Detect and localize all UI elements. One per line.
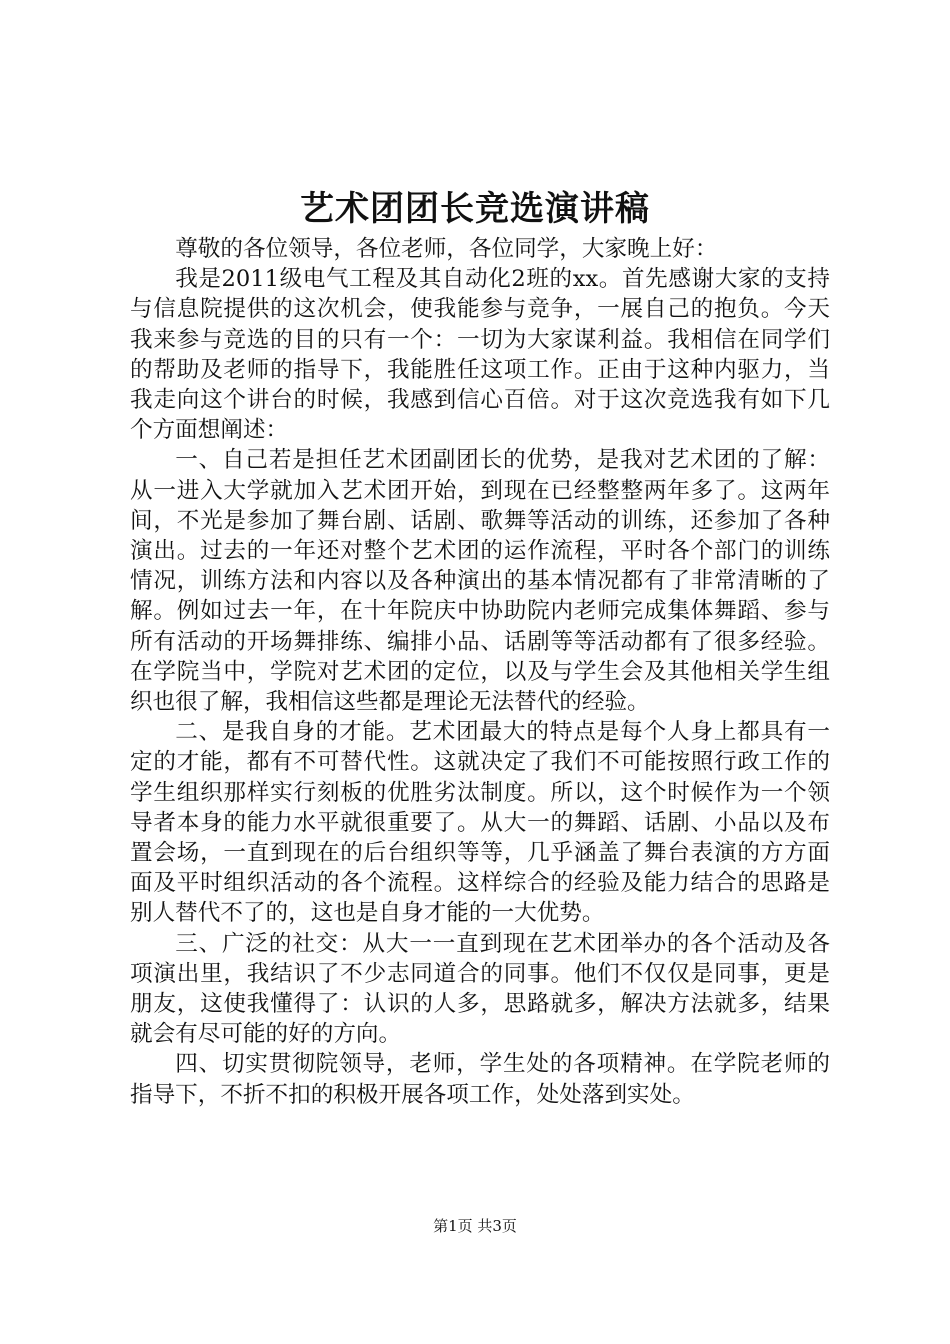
paragraph-point-two: 二、是我自身的才能。艺术团最大的特点是每个人身上都具有一定的才能，都有不可替代性。这就决定了我们不可能按照行政工作的学生组织那样实行刻板的优胜劣汰制度。所以，这个时候作为一个领导者本身的能力水平就很重要了。从大一的舞蹈、话剧、小品以及布置会场，一直到现在的后台组织等等，几乎涵盖了舞台表演的方方面面及平时组织活动的各个流程。这样综合的经验及能力结合的思路是别人替代不了的，这也是自身才能的一大优势。	[130, 719, 830, 927]
paragraph-introduction: 我是2011级电气工程及其自动化2班的xx。首先感谢大家的支持与信息院提供的这次机会，使我能参与竞争，一展自己的抱负。今天我来参与竞选的目的只有一个：一切为大家谋利益。我相信在同学们的帮助及老师的指导下，我能胜任这项工作。正由于这种内驱力，当我走向这个讲台的时候，我感到信心百倍。对于这次竞选我有如下几个方面想阐述：	[130, 266, 830, 444]
document-body	[130, 234, 830, 1110]
page-number-footer: 第1页 共3页	[433, 1217, 517, 1235]
paragraph-point-one: 一、自己若是担任艺术团副团长的优势，是我对艺术团的了解：从一进入大学就加入艺术团开始，到现在已经整整两年多了。这两年间，不光是参加了舞台剧、话剧、歌舞等活动的训练，还参加了各种演出。过去的一年还对整个艺术团的运作流程，平时各个部门的训练情况，训练方法和内容以及各种演出的基本情况都有了非常清晰的了解。例如过去一年，在十年院庆中协助院内老师完成集体舞蹈、参与所有活动的开场舞排练、编排小品、话剧等等活动都有了很多经验。在学院当中，学院对艺术团的定位，以及与学生会及其他相关学生组织也很了解，我相信这些都是理论无法替代的经验。	[130, 447, 830, 716]
document-title: 艺术团团长竞选演讲稿	[300, 189, 650, 229]
paragraph-point-three: 三、广泛的社交：从大一一直到现在艺术团举办的各个活动及各项演出里，我结识了不少志同道合的同事。他们不仅仅是同事，更是朋友，这使我懂得了：认识的人多，思路就多，解决方法就多，结果就会有尽可能的好的方向。	[130, 930, 830, 1048]
paragraph-greeting: 尊敬的各位领导，各位老师，各位同学，大家晚上好：	[175, 236, 718, 262]
paragraph-point-four: 四、切实贯彻院领导，老师，学生处的各项精神。在学院老师的指导下，不折不扣的积极开展各项工作，处处落到实处。	[130, 1051, 830, 1108]
